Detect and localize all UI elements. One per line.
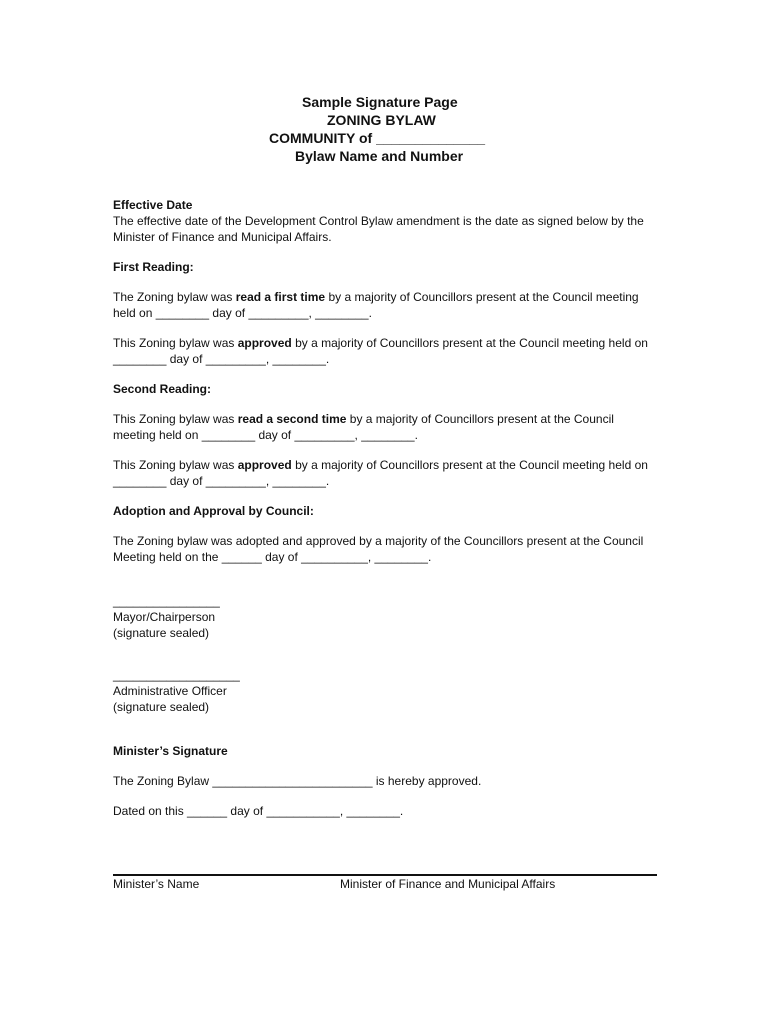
bylaw-name-line: Bylaw Name and Number [295, 148, 464, 164]
community-line: COMMUNITY of ______________ [269, 130, 486, 146]
mayor-title: Mayor/Chairperson [113, 610, 216, 624]
emphasis-text: read a first time [235, 290, 326, 304]
paragraph-text: by a majority of Councillors present at the Council meeting held on ________ day of _________, ________. [113, 412, 614, 442]
effective-date-heading: Effective Date [113, 198, 193, 212]
emphasis-text: read a second time [237, 412, 347, 426]
minister-signature-rule [113, 874, 657, 876]
minister-dated-line: Dated on this ______ day of ___________, ________. [113, 804, 404, 818]
paragraph-text: This Zoning bylaw was [113, 336, 238, 350]
title-block [0, 93, 770, 165]
first-reading-heading: First Reading: [113, 260, 194, 274]
admin-title: Administrative Officer [113, 684, 227, 698]
doc-subtitle: ZONING BYLAW [327, 112, 436, 128]
admin-signature-line: ___________________ [113, 668, 240, 682]
paragraph-text: The Zoning bylaw was [113, 290, 236, 304]
second-reading-approval-paragraph [113, 457, 658, 489]
minister-signature-heading: Minister’s Signature [113, 744, 228, 758]
paragraph-text: This Zoning bylaw was [113, 412, 238, 426]
admin-note: (signature sealed) [113, 700, 210, 714]
adoption-heading: Adoption and Approval by Council: [113, 504, 314, 518]
adoption-paragraph: The Zoning bylaw was adopted and approved by a majority of the Councillors present at the Council Meeting held on the ______ day of __________, ________. [113, 534, 644, 564]
emphasis-text: approved [237, 458, 292, 472]
minister-name-label: Minister’s Name [113, 877, 200, 891]
paragraph-text: This Zoning bylaw was [113, 458, 238, 472]
second-reading-heading: Second Reading: [113, 382, 212, 396]
paragraph-text: by a majority of Councillors present at the Council meeting held on ________ day of _________, ________. [113, 458, 648, 488]
first-reading-approval-paragraph [113, 335, 658, 367]
minister-approval-line: The Zoning Bylaw ________________________ is hereby approved. [113, 774, 482, 788]
document-body [113, 197, 658, 819]
emphasis-text: approved [237, 336, 292, 350]
first-reading-paragraph [113, 289, 658, 321]
minister-office-label: Minister of Finance and Municipal Affairs [340, 877, 556, 891]
mayor-signature-line: ________________ [113, 594, 220, 608]
mayor-note: (signature sealed) [113, 626, 210, 640]
second-reading-paragraph [113, 411, 658, 443]
effective-date-text: The effective date of the Development Control Bylaw amendment is the date as signed below by the Minister of Finance and Municipal Affairs. [113, 214, 644, 244]
doc-title: Sample Signature Page [302, 94, 458, 110]
paragraph-text: by a majority of Councillors present at the Council meeting held on ________ day of _________, ________. [113, 290, 639, 320]
paragraph-text: by a majority of Councillors present at the Council meeting held on ________ day of _________, ________. [113, 336, 648, 366]
